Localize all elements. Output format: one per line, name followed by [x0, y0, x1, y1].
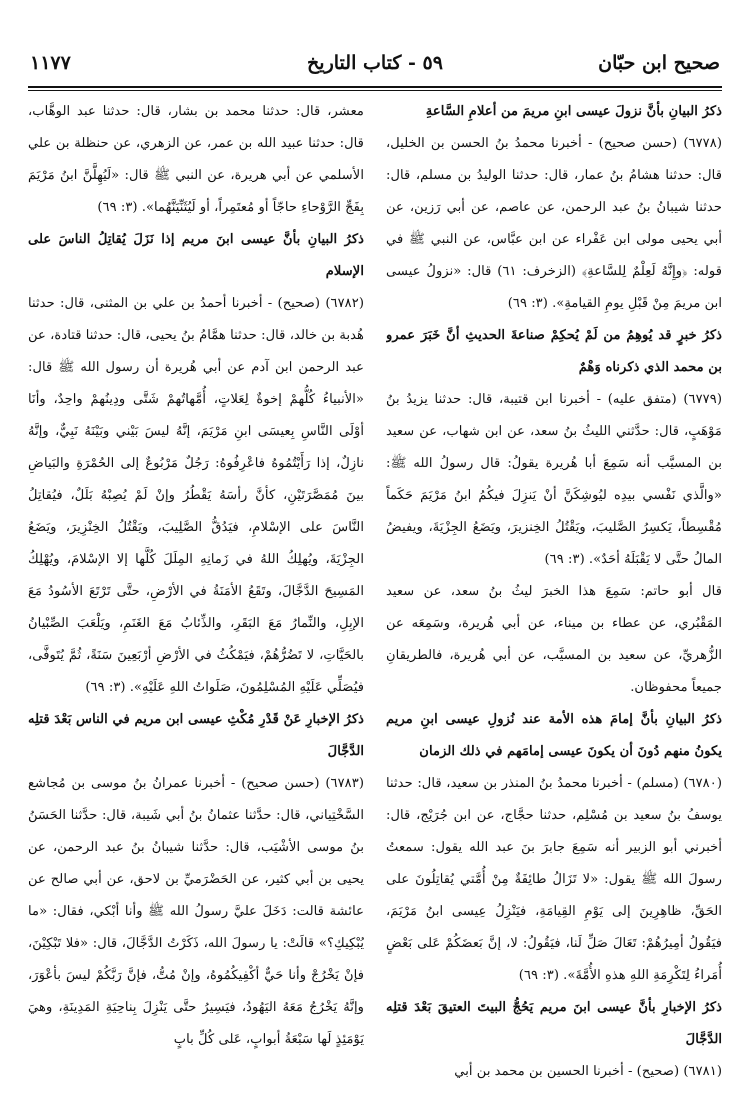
right-column: [386, 96, 722, 1094]
header-rule-thin: [28, 90, 722, 91]
hadith-paragraph: (٦٧٨٠) (مسلم) - أخبرنا محمدُ بنُ المنذر بن سعيد، قال: حدثنا يوسفُ بنُ سعيد بن مُسْلِم، حدثنا حجَّاج، عن ابن جُرَيْج، قال: أخبرني أبو الزبير أنه سَمِعَ جابرَ بنَ عبد الله يقول: سمعتُ رسولَ الله ﷺ يقول: «لا تَزَالُ طائِفَةٌ مِنْ أُمَّتي يُقاتِلُونَ على الحَقِّ، ظاهِرِينَ إلى يَوْمِ القِيامَةِ، فيَنْزِلُ عِيسى ابنُ مَرْيَمَ، فيَقُولُ أمِيرُهُمْ: تَعَالَ صَلِّ لَنا، فيَقُولُ: لا، إنَّ بَعضَكُمْ عَلى بَعْضٍ أُمَراءُ لِتَكْرِمَةِ اللهِ هذهِ الأُمَّةَ». (٣: ٦٩): [386, 776, 722, 983]
hadith-paragraph: (٦٧٧٨) (حسن صحيح) - أخبرنا محمدُ بنُ الحسن بن الخليل، قال: حدثنا هشامُ بنُ عمار، قال: حدثنا الوليدُ بن مسلم، قال: حدثنا شيبانُ بنُ عبد الرحمن، عن عاصم، عن أبي رَزين، عن أبي يحيى مولى ابن عَفْراء عن ابن عبَّاس، عن النبي ﷺ في قوله: ﴿وإِنَّهُ لَعِلْمٌ لِلسَّاعةِ﴾ (الزخرف: ٦١) قال: «نزولُ عيسى ابن مريمَ مِنْ قَبْلِ يومِ القيامةِ». (٣: ٦٩): [386, 136, 722, 311]
text-paragraph: معشر، قال: حدثنا محمد بن بشار، قال: حدثنا عبد الوهَّاب، قال: حدثنا عبيد الله بن عمر، عن الزهري، عن حنظلة بن علي الأسلمي عن أبي هريرة، عن النبي ﷺ قال: «لَيُهِلَّنَّ ابنُ مَرْيَمَ بِفَجِّ الرَّوْحاءِ حاجّاً أو مُعتَمِراً، أو لَيُثَنِّيَنَّهُما». (٣: ٦٩): [28, 104, 364, 215]
header-rule: [28, 86, 722, 88]
hadith-paragraph: (٦٧٨٣) (حسن صحيح) - أخبرنا عمرانُ بنُ موسى بن مُجاشع السَّخْتِياني، قال: حدَّثنا عثمانُ بنُ أبي شَيبة، قال: حدَّثنا الحَسَنُ بنُ موسى الأشْيَب، قال: حدَّثنا شيبانُ بنُ عبد الرحمن، عن يحيى بن أبي كثير، عن الحَضْرَميِّ بن لاحق، عن أبي صالح عن عائشة قالت: دَخَلَ عليَّ رسولُ الله ﷺ وأنا أبْكي، فقال: «ما يُبْكِيكِ؟» قالَتْ: يا رسولَ الله، ذَكَرْتُ الدَّجَّالَ، قال: «فلا تَبْكِيْنَ، فإنْ يَخْرُجْ وأنا حَيٌّ أكْفِيكُمُوهُ، وإنْ مُتُّ، فإنَّ رَبَّكُمْ ليسَ بأعْوَرَ، وإنَّهُ يَخْرُجُ مَعَهُ اليَهُودُ، فيَسِيرُ حتَّى يَنْزِلَ بِناحِيَةِ المَدِينَةِ، وهيَ يَوْمَئِذٍ لَها سَبْعَةُ أبوابٍ، عَلى كُلِّ بابٍ: [28, 776, 364, 1047]
hadith-paragraph: (٦٧٨٢) (صحيح) - أخبرنا أحمدُ بن علي بن المثنى، قال: حدثنا هُدبة بن خالد، قال: حدثنا همَّامُ بنُ يحيى، قال: حدثنا قتادة، عن عبد الرحمن ابن آدم عن أبي هُريرة أن رسول الله ﷺ قال: «الأنبياءُ كُلُّهمْ إخوةٌ لِعَلاتٍ، أُمَّهاتُهمْ شَتَّى ودِينُهمْ واحِدٌ، وأنَا أوْلَى النَّاسِ بِعيسَى ابنِ مَرْيَمَ، إنَّهُ ليسَ بَيْني وبَيْنَهُ نَبِيٌّ، وإنَّهُ نازِلٌ، إذا رَأَيْتُمُوهُ فاعْرِفُوهُ: رَجُلٌ مَرْبُوعٌ إلى الحُمْرَةِ والبَياضِ بينَ مُمَصَّرَتَيْنِ، كأنَّ رأسَهُ يَقْطُرُ وإنْ لَمْ يُصِبْهُ بَلَلٌ، فيُقاتِلُ النَّاسَ على الإسْلامِ، فيَدُقُّ الصَّلِيبَ، ويَقْتُلُ الخِنْزِيرَ، ويَضَعُ الجِزْيَةَ، ويُهلِكُ اللهُ في زَمانِهِ المِلَلَ كُلَّها إلا الإسْلامَ، ويُهْلِكُ المَسِيحَ الدَّجَّالَ، وتَقَعُ الأمَنَةُ في الأرْضِ، حتَّى تَرْتَعَ الأسُودُ مَعَ الإبِلِ، والنِّمارُ مَعَ البَقَرِ، والذِّئابُ مَعَ الغَنَمِ، ويَلْعَبَ الصِّبْيانُ بالحَيَّاتِ، لا تَضُرُّهُمْ، فيَمْكُثُ في الأرْضِ أرْبَعِينَ سَنَةً، ثُمَّ يُتَوفَّى، فيُصَلِّي عَلَيْهِ المُسْلِمُونَ، صَلَواتُ اللهِ عَلَيْهِ». (٣: ٦٩): [28, 296, 364, 695]
section-heading: ذكرُ البيانِ بأنَّ نزولَ عيسى ابنِ مريمَ من أعلامِ السَّاعةِ: [425, 104, 722, 119]
hadith-paragraph: (٦٧٧٩) (متفق عليه) - أخبرنا ابن قتيبة، قال: حدثنا يزيدُ بنُ مَوْهَبٍ، قال: حدَّثني الليثُ بنُ سعد، عن ابن شهاب، عن سعيد بن المسيَّب أنه سَمِعَ أبا هُريرة يقولُ: قال رسولُ الله ﷺ: «والَّذي نَفْسي بيدِه ليُوشِكَنَّ أنْ يَنزِلَ فيكُمُ ابنُ مَرْيَمَ حَكَماً مُقْسِطاً، يَكسِرُ الصَّليبَ، ويَقْتُلُ الخِنزيرَ، ويَضَعُ الجِزْيَةَ، ويفيضُ المالُ حتَّى لا يَقْبَلَهُ أحَدٌ». (٣: ٦٩): [386, 392, 722, 567]
left-column: [28, 96, 364, 1094]
page-number: ١١٧٧: [30, 52, 71, 74]
section-heading: ذكرُ الإخبارِ بأنَّ عيسى ابنَ مريم يَحُجُّ البيتَ العتيقَ بَعْدَ قتلِه الدَّجَّالَ: [386, 1000, 722, 1047]
section-heading: ذكرُ خبرٍ قد يُوهِمُ من لَمْ يُحكِمْ صناعةَ الحديثِ أنَّ خَبَرَ عمرو بن محمد الذي ذكرناه وَهْمٌ: [386, 328, 722, 375]
chapter-title: ٥٩ - كتاب التاريخ: [307, 52, 443, 74]
section-heading: ذكرُ الإخبارِ عَنْ قَدْرِ مُكْثِ عيسى ابن مريم في الناس بَعْدَ قتلِه الدَّجَّالَ: [28, 712, 364, 759]
section-heading: ذكرُ البيانِ بأنَّ إمامَ هذه الأمة عند نُزولِ عيسى ابنِ مريم يكونُ منهم دُونَ أن يكونَ عيسى إمامَهم في ذلك الزمان: [386, 712, 722, 759]
page-header: [28, 44, 722, 84]
book-title: صحيح ابن حبّان: [598, 52, 720, 74]
section-heading: ذكرُ البيانِ بأنَّ عيسى ابنَ مريم إذا نَزَلَ يُقاتِلُ الناسَ على الإسلام: [28, 232, 364, 279]
book-page: [28, 44, 722, 1094]
text-paragraph: قال أبو حاتم: سَمِعَ هذا الخبرَ ليثُ بنُ سعد، عن سعيد المَقْبُري، عن عطاء بن ميناء، عن أبي هُريرة، وسَمِعَه عن الزُّهريِّ، عن سعيد بن المسيَّب، عن أبي هُريرة، فالطريقانِ جميعاً محفوظان.: [386, 584, 722, 695]
hadith-paragraph: (٦٧٨١) (صحيح) - أخبرنا الحسين بن محمد بن أبي: [454, 1064, 722, 1079]
